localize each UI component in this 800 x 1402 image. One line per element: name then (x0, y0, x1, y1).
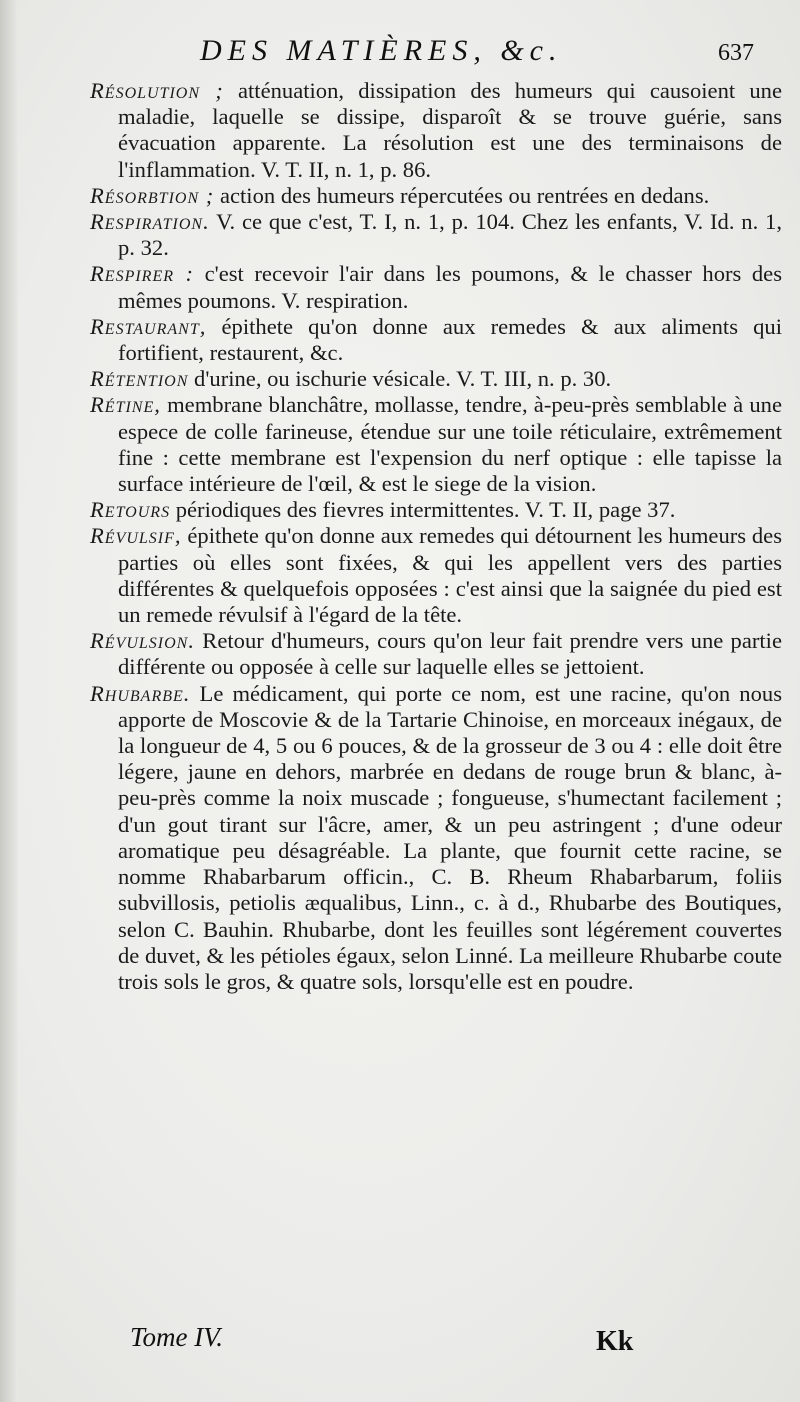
entry-resorbtion (90, 183, 782, 209)
entry-headword: Retours (90, 497, 171, 523)
entry-retours (90, 497, 782, 523)
entry-respirer (90, 261, 782, 313)
entry-revulsif (90, 523, 782, 628)
running-head (200, 34, 780, 82)
page-number: 637 (718, 40, 754, 66)
entry-headword: Rétention (90, 366, 189, 392)
entry-resolution (90, 78, 782, 183)
entry-text: périodiques des fievres intermittentes. V. T. II, page 37. (170, 497, 676, 523)
entry-headword: Révulsif, (90, 523, 182, 549)
entry-retine (90, 392, 782, 497)
running-title: DES MATIÈRES, &c. (200, 34, 563, 67)
entry-rhubarbe (90, 681, 782, 995)
entry-headword: Rhubarbe. (90, 680, 191, 706)
entry-text: V. ce que c'est, T. I, n. 1, p. 104. Chez les enfants, V. Id. n. 1, p. 32. (118, 209, 782, 261)
entry-revulsion (90, 628, 782, 680)
entry-restaurant (90, 314, 782, 366)
entry-headword: Résolution ; (90, 78, 224, 103)
entry-headword: Respiration. (90, 209, 210, 235)
entry-text: c'est recevoir l'air dans les poumons, & le chasser hors des mêmes poumons. V. respiration. (118, 261, 782, 313)
entry-retention (90, 366, 782, 392)
entry-text: Retour d'humeurs, cours qu'on leur fait prendre vers une partie différente ou opposée à celle sur laquelle elles se jettoient. (118, 628, 782, 680)
page-gutter (0, 0, 18, 1402)
entry-text: action des humeurs répercutées ou rentrées en dedans. (214, 182, 710, 208)
entry-text: épithete qu'on donne aux remedes qui détournent les humeurs des parties où elles sont fixées, & qui les appellent vers des parties différentes & quelquefois opposées : c'est ainsi que la saignée du pied est un remede révulsif à l'égard de la tête. (118, 523, 782, 628)
entry-headword: Rétine, (90, 392, 161, 418)
entry-text: atténuation, dissipation des humeurs qui causoient une maladie, laquelle se dissipe, disparoît & se trouve guérie, sans évacuation apparente. La résolution est une des terminaisons de l'inflammation. V. T. II, n. 1, p. 86. (118, 78, 782, 182)
entry-headword: Résorbtion ; (90, 182, 215, 208)
index-entries (90, 78, 782, 995)
entry-text: Le médicament, qui porte ce nom, est une racine, qu'on nous apporte de Moscovie & de la Tartarie Chinoise, en morceaux inégaux, de la longueur de 4, 5 ou 6 pouces, & de la grosseur de 3 ou 4 : elle doit être légere, jaune en dehors, marbrée en dedans de rouge brun & blanc, à-peu-près comme la noix muscade ; fongueuse, s'humectant facilement ; d'un gout tirant sur l'âcre, amer, & un peu astringent ; d'une odeur aromatique peu désagréable. La plante, que fournit cette racine, se nomme Rhabarbarum officin., C. B. Rheum Rhabarbarum, foliis subvillosis, petiolis æqualibus, Linn., c. à d., Rhubarbe des Boutiques, selon C. Bauhin. Rhubarbe, dont les feuilles sont légérement couvertes de duvet, & les pétioles égaux, selon Linné. La meilleure Rhubarbe coute trois sols le gros, & quatre sols, lorsqu'elle est en poudre. (118, 680, 782, 994)
entry-headword: Révulsion. (90, 628, 196, 654)
entry-text: épithete qu'on donne aux remedes & aux aliments qui fortifient, restaurent, &c. (118, 313, 782, 366)
entry-headword: Restaurant, (90, 313, 207, 339)
entry-respiration (90, 209, 782, 261)
entry-text: membrane blanchâtre, mollasse, tendre, à-peu-près semblable à une espece de colle farineuse, étendue sur une toile réticulaire, extrêmement fine : cette membrane est l'expension du nerf optique : elle tapisse la surface intérieure de l'œil, & est le siege de la vision. (118, 392, 782, 497)
entry-headword: Respirer : (90, 261, 195, 287)
volume-footer: Tome IV. (130, 1322, 224, 1352)
entry-text: d'urine, ou ischurie vésicale. V. T. III, n. p. 30. (188, 366, 612, 392)
signature-mark: Kk (596, 1326, 634, 1357)
